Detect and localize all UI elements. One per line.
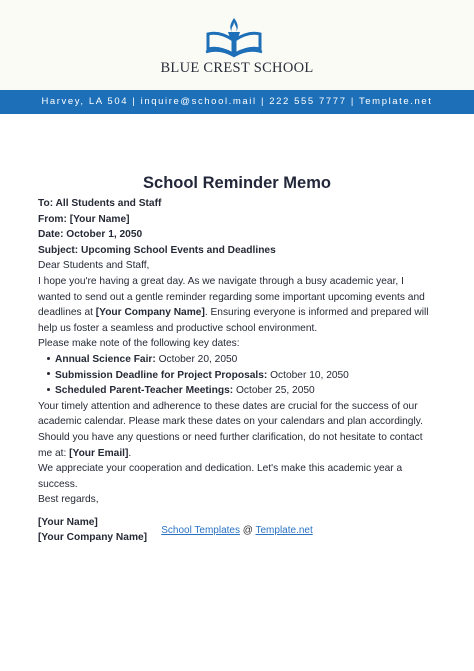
paragraph-appreciation: We appreciate your cooperation and dedication. Let's make this academic year a success.: [38, 463, 403, 490]
paragraph-intro-text-b: . Ensuring everyone is informed and prepared will help us foster a seamless and productive school environment.: [38, 307, 429, 334]
date-label: Scheduled Parent-Teacher Meetings:: [55, 385, 234, 397]
paragraph-intro-text-a: I hope you're having a great day. As we navigate through a busy academic year, I wanted to send out a gentle reminder regarding some important upcoming events and deadlines at: [38, 275, 425, 319]
paragraph-intro: [38, 274, 438, 336]
signature-name: [Your Name]: [38, 516, 98, 528]
memo-title: School Reminder Memo: [143, 174, 331, 192]
school-name: BLUE CREST SCHOOL: [160, 60, 314, 76]
memo-date: Date: October 1, 2050: [38, 229, 143, 241]
template-net-link[interactable]: Template.net: [255, 525, 313, 536]
bullet-icon: [47, 357, 50, 360]
date-value: October 20, 2050: [155, 353, 238, 365]
contact-bar: Harvey, LA 504 | inquire@school.mail | 222 555 7777 | Template.net: [0, 90, 474, 114]
book-torch-logo-icon: [204, 16, 264, 58]
memo-subject: Subject: Upcoming School Events and Deadlines: [38, 244, 276, 256]
bullet-icon: [47, 372, 50, 375]
date-label: Submission Deadline for Project Proposals:: [55, 369, 268, 381]
paragraph-attention-text-a: Your timely attention and adherence to these dates are crucial for the success of our academic calendar. Please mark these dates on your calendars and plan accordingly. Should you have any questions or need further clarification, do not hesitate to contact me at:: [38, 400, 423, 459]
closing: Best regards,: [38, 494, 99, 506]
date-value: October 10, 2050: [267, 369, 349, 381]
list-item: [47, 383, 438, 399]
key-dates-list: [38, 352, 438, 399]
email-placeholder: [Your Email]: [69, 447, 129, 459]
memo-body: [38, 196, 438, 546]
date-value: October 25, 2050: [233, 385, 315, 397]
spacer: [38, 508, 438, 515]
paragraph-attention-text-b: .: [128, 447, 132, 459]
letterhead: [0, 0, 474, 90]
list-item: [47, 352, 438, 368]
company-placeholder: [Your Company Name]: [95, 307, 205, 319]
date-label: Annual Science Fair:: [55, 353, 156, 365]
bullet-icon: [47, 388, 50, 391]
memo-from: From: [Your Name]: [38, 213, 130, 225]
school-templates-link[interactable]: School Templates: [161, 525, 240, 536]
footer-credit: [0, 525, 474, 536]
signature-company: [Your Company Name]: [38, 532, 148, 544]
memo-to: To: All Students and Staff: [38, 198, 162, 209]
greeting: Dear Students and Staff,: [38, 260, 150, 272]
list-item: [47, 368, 438, 384]
footer-separator: @: [239, 525, 256, 536]
list-intro: Please make note of the following key dates:: [38, 338, 240, 350]
paragraph-attention: [38, 399, 438, 461]
